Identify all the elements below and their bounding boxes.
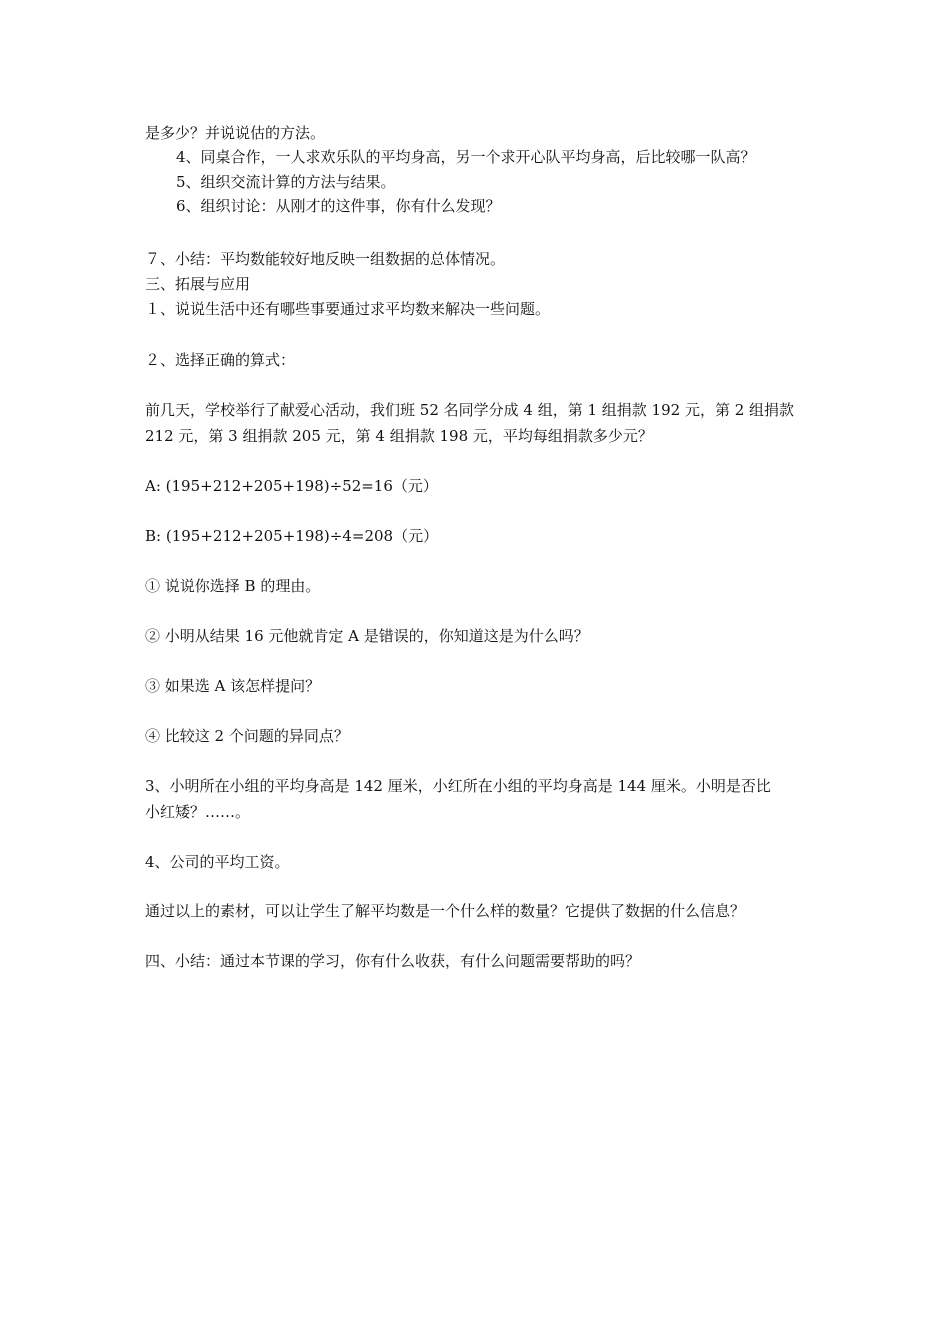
text-line-5: ７、小结：平均数能较好地反映一组数据的总体情况。: [145, 250, 506, 268]
problem-line-2: 212 元，第 3 组捐款 205 元，第 4 组捐款 198 元，平均每组捐款多少元？: [145, 427, 653, 445]
text-line-3: 5、组织交流计算的方法与结果。: [176, 173, 396, 191]
text-line-7: １、说说生活中还有哪些事要通过求平均数来解决一些问题。: [145, 300, 551, 318]
text-line-1: 是多少？并说说估的方法。: [145, 124, 326, 142]
problem-line-1: 前几天，学校举行了献爱心活动，我们班 52 名同学分成 4 组，第 1 组捐款 192 元，第 2 组捐款: [145, 401, 795, 419]
text-line-20: 通过以上的素材，可以让学生了解平均数是一个什么样的数量？它提供了数据的什么信息？: [145, 902, 746, 920]
text-line-19: 4、公司的平均工资。: [145, 853, 290, 871]
question-2: ② 小明从结果 16 元他就肯定 A 是错误的，你知道这是为什么吗？: [145, 627, 589, 645]
text-line-4: 6、组织讨论：从刚才的这件事，你有什么发现？: [176, 197, 501, 215]
summary-heading: 四、小结：通过本节课的学习，你有什么收获，有什么问题需要帮助的吗？: [145, 952, 641, 970]
question-4: ④ 比较这 2 个问题的异同点？: [145, 727, 349, 745]
text-line-8: ２、选择正确的算式：: [145, 351, 296, 369]
question-1: ① 说说你选择 B 的理由。: [145, 577, 321, 595]
text-line-2: 4、同桌合作，一人求欢乐队的平均身高，另一个求开心队平均身高，后比较哪一队高？: [176, 148, 756, 166]
option-b: B: (195+212+205+198)÷4=208（元）: [145, 527, 439, 545]
section-heading-3: 三、拓展与应用: [145, 275, 251, 293]
option-a: A: (195+212+205+198)÷52=16（元）: [145, 477, 438, 495]
question-3: ③ 如果选 A 该怎样提问？: [145, 677, 321, 695]
text-line-18: 小红矮？……。: [145, 803, 251, 821]
text-line-17: 3、小明所在小组的平均身高是 142 厘米，小红所在小组的平均身高是 144 厘米。小明是否比: [145, 777, 771, 795]
